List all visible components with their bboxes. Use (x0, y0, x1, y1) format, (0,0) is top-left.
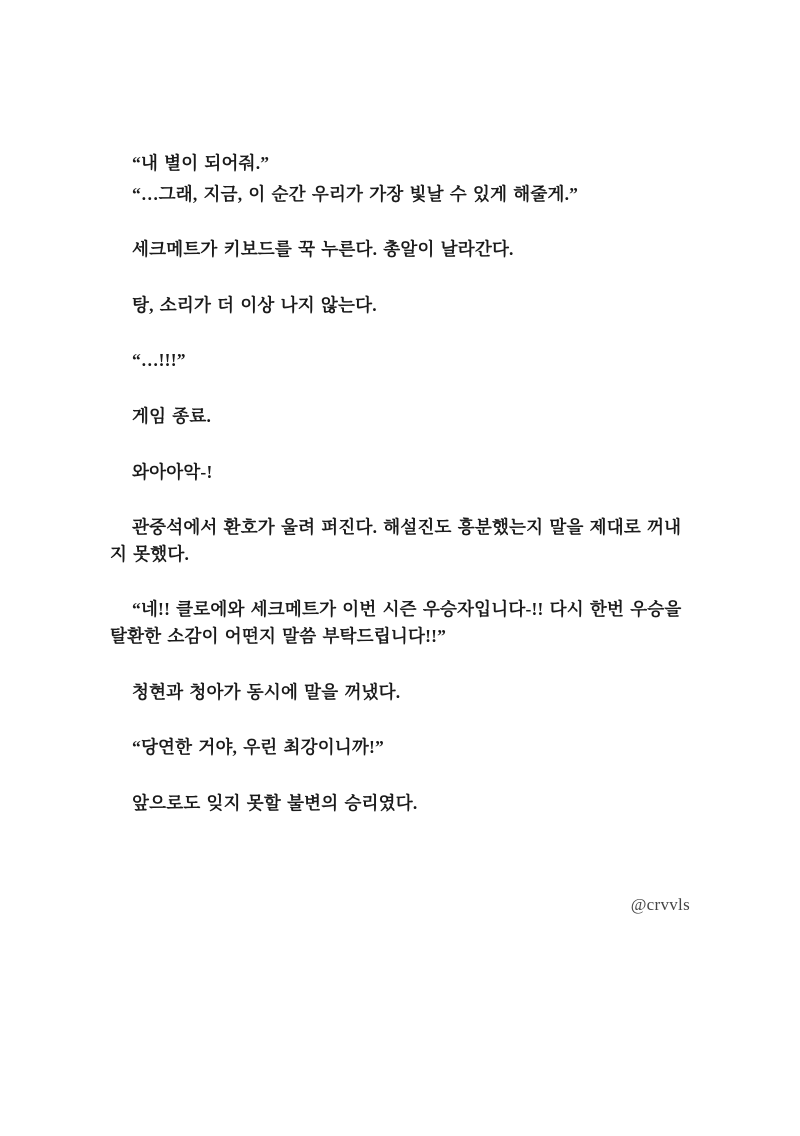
author-handle: @crvvls (630, 895, 690, 914)
paragraph: “네!! 클로에와 세크메트가 이번 시즌 우승자입니다-!! 다시 한번 우승을 탈환한 소감이 어떤지 말씀 부탁드립니다!!” (110, 599, 682, 646)
paragraph: “당연한 거야, 우린 최강이니까!” (132, 737, 384, 758)
paragraph: “…그래, 지금, 이 순간 우리가 가장 빛날 수 있게 해줄게.” (132, 183, 579, 204)
paragraph: 앞으로도 잊지 못할 불변의 승리였다. (132, 792, 418, 813)
paragraph: 세크메트가 키보드를 꾹 누른다. 총알이 날라간다. (132, 239, 514, 260)
paragraph: “…!!!” (132, 350, 186, 371)
paragraph: 관중석에서 환호가 울려 퍼진다. 해설진도 흥분했는지 말을 제대로 꺼내지 못했다. (110, 517, 682, 564)
paragraph: “내 별이 되어줘.” (132, 153, 270, 173)
paragraph: 청현과 청아가 동시에 말을 꺼냈다. (132, 681, 401, 702)
paragraph: 와아아악-! (132, 461, 213, 482)
story-text-body (110, 150, 690, 845)
paragraph: 탕, 소리가 더 이상 나지 않는다. (132, 294, 377, 315)
paragraph: 게임 종료. (132, 405, 212, 426)
